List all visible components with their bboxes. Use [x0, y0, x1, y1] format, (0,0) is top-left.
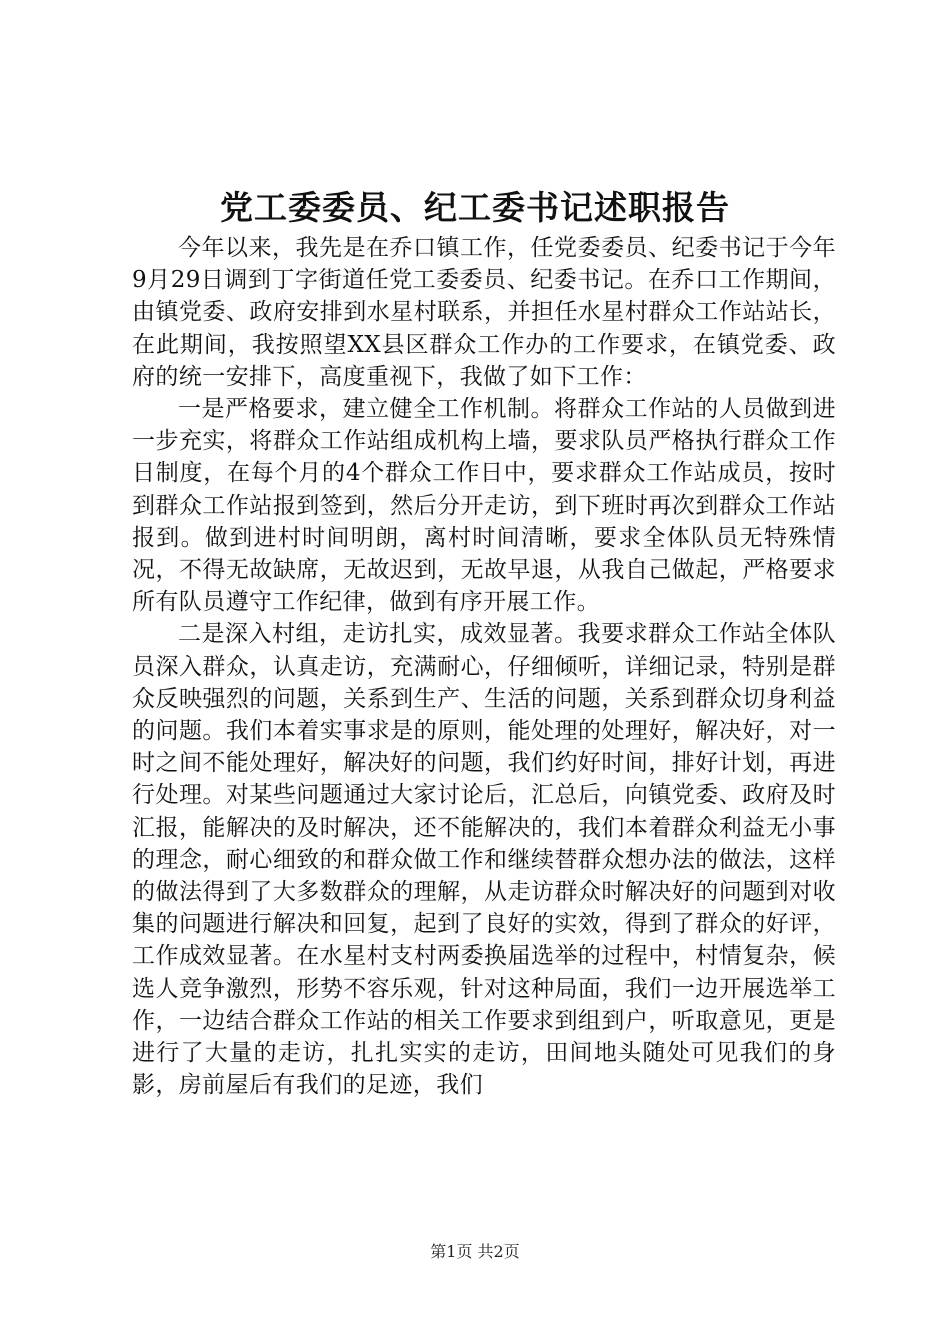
paragraph-point-two: 二是深入村组，走访扎实，成效显著。我要求群众工作站全体队员深入群众，认真走访，充满耐心，仔细倾听，详细记录，特别是群众反映强烈的问题，关系到生产、生活的问题，关系到群众切身利益的问题。我们本着实事求是的原则，能处理的处理好，解决好，对一时之间不能处理好，解决好的问题，我们约好时间，排好计划，再进行处理。对某些问题通过大家讨论后，汇总后，向镇党委、政府及时汇报，能解决的及时解决，还不能解决的，我们本着群众利益无小事的理念，耐心细致的和群众做工作和继续替群众想办法的做法，这样的做法得到了大多数群众的理解，从走访群众时解决好的问题到对收集的问题进行解决和回复，起到了良好的实效，得到了群众的好评，工作成效显著。在水星村支村两委换届选举的过程中，村情复杂，候选人竞争激烈，形势不容乐观，针对这种局面，我们一边开展选举工作，一边结合群众工作站的相关工作要求到组到户，听取意见，更是进行了大量的走访，扎扎实实的走访，田间地头随处可见我们的身影，房前屋后有我们的足迹，我们: [132, 621, 836, 1099]
paragraph-point-one: 一是严格要求，建立健全工作机制。将群众工作站的人员做到进一步充实，将群众工作站组成机构上墙，要求队员严格执行群众工作日制度，在每个月的4个群众工作日中，要求群众工作站成员，按时到群众工作站报到签到，然后分开走访，到下班时再次到群众工作站报到。做到进村时间明朗，离村时间清晰，要求全体队员无特殊情况，不得无故缺席，无故迟到，无故早退，从我自己做起，严格要求所有队员遵守工作纪律，做到有序开展工作。: [132, 396, 836, 616]
paragraph-intro: 今年以来，我先是在乔口镇工作，任党委委员、纪委书记于今年9月29日调到丁字街道任党工委委员、纪委书记。在乔口工作期间，由镇党委、政府安排到水星村联系，并担任水星村群众工作站站长，在此期间，我按照望XX县区群众工作办的工作要求，在镇党委、政府的统一安排下，高度重视下，我做了如下工作：: [132, 235, 836, 390]
document-title: 党工委委员、纪工委书记述职报告: [220, 188, 730, 227]
document-body: [132, 232, 836, 1101]
page-number-footer: 第1页 共2页: [430, 1242, 520, 1261]
